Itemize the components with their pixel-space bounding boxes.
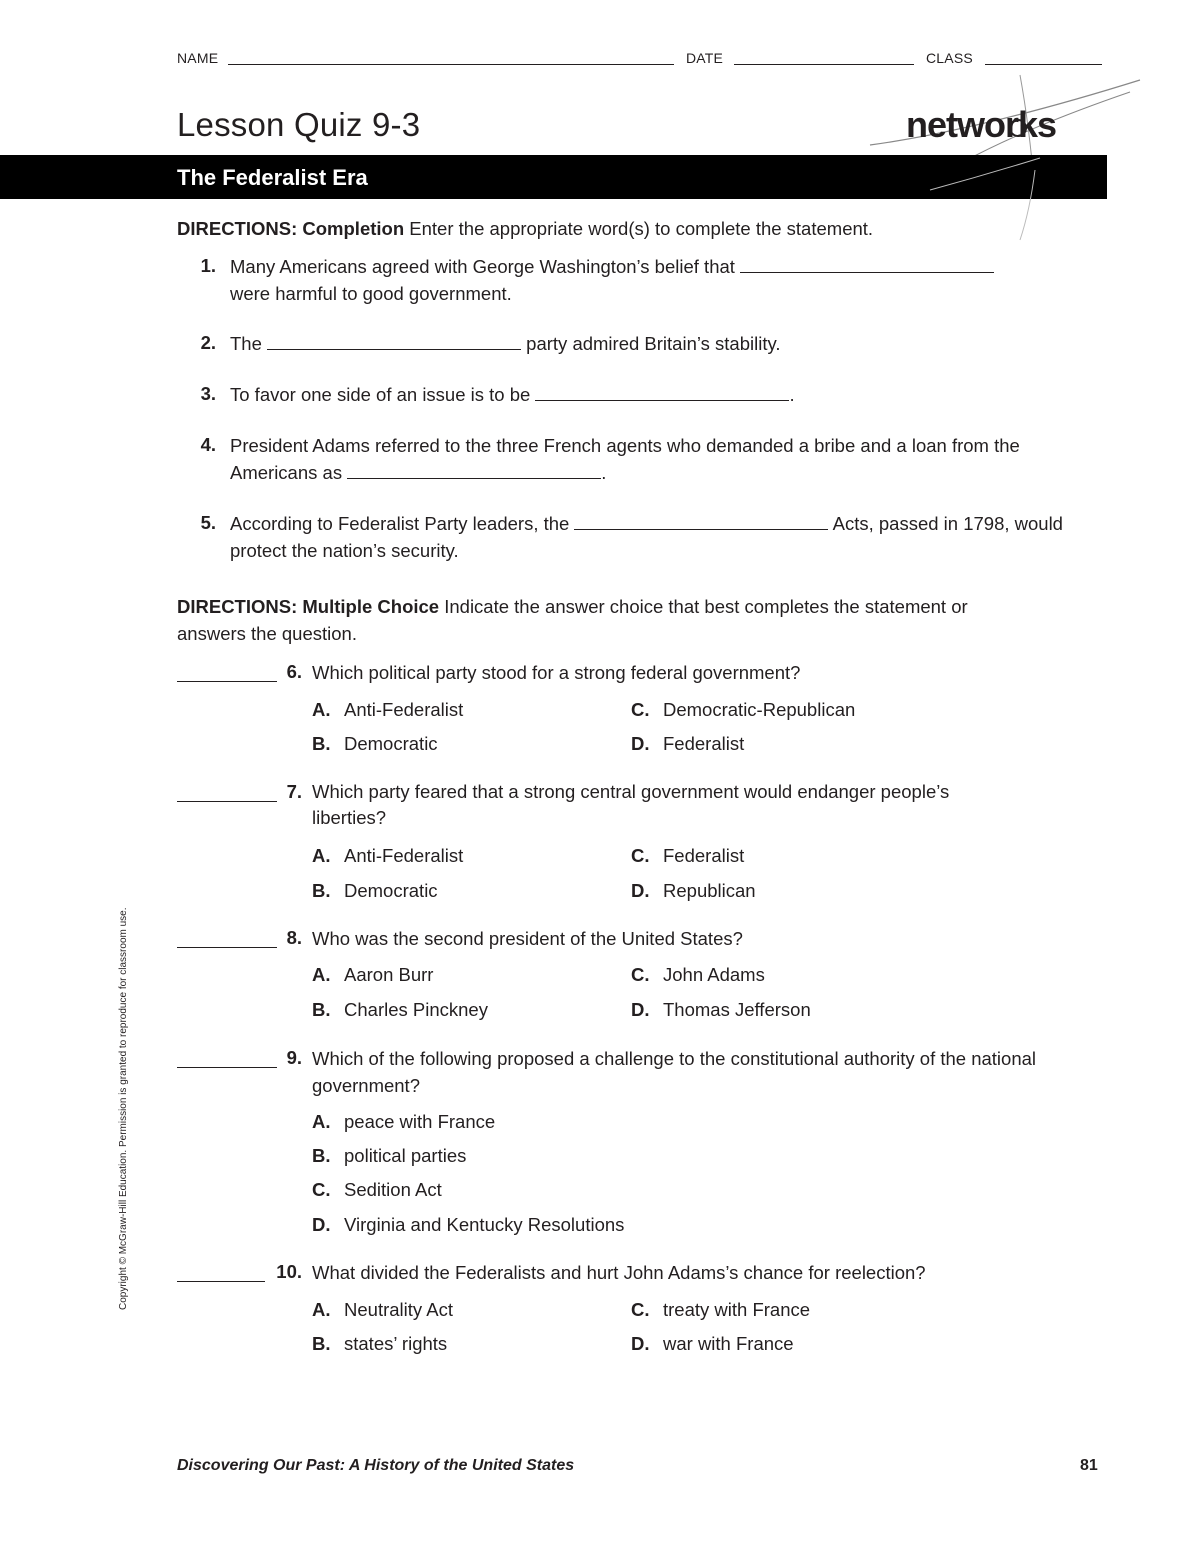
question-text: What divided the Federalists and hurt John Adams’s chance for reelection? [312,1262,926,1283]
option-letter: B. [312,880,331,901]
option-letter: C. [631,964,650,985]
item-text: . [789,384,795,405]
option-text: Republican [663,880,756,901]
completion-item-4 [230,432,1110,486]
option-text: Anti-Federalist [344,845,464,866]
networks-logo [906,104,1056,146]
option-text: Democratic-Republican [663,699,856,720]
option-letter: D. [312,1214,331,1235]
option-letter: D. [631,999,650,1020]
option-text: treaty with France [663,1299,811,1320]
option-letter: B. [312,1145,331,1166]
item-text: Acts, passed in 1798, would protect the nation’s security. [230,513,1063,561]
answer-blank[interactable] [267,331,521,350]
option-c[interactable] [631,699,855,721]
question-number: 4. [200,434,216,455]
item-text: were harmful to good government. [230,283,512,304]
question-text: Who was the second president of the United States? [312,928,743,949]
option-text: John Adams [663,964,765,985]
option-text: Aaron Burr [344,964,434,985]
option-b[interactable] [312,999,488,1021]
option-c[interactable] [631,845,744,867]
option-d[interactable] [631,880,756,902]
item-text: Many Americans agreed with George Washington’s belief that [230,256,735,277]
option-b[interactable] [312,733,438,755]
item-text: To favor one side of an issue is to be [230,384,531,405]
copyright-notice: Copyright © McGraw-Hill Education. Permission is granted to reproduce for classroom use. [118,907,129,1310]
option-text: war with France [663,1333,794,1354]
option-text: Democratic [344,880,438,901]
logo-text: networks [906,104,1057,145]
option-b[interactable] [312,1333,447,1355]
option-text: Federalist [663,733,745,754]
question-number: 3. [200,383,216,404]
item-text: According to Federalist Party leaders, the [230,513,570,534]
banner-title: The Federalist Era [177,165,368,190]
option-c[interactable] [631,1299,810,1321]
directions-text: Indicate the answer choice that best completes the statement or answers the question. [177,596,968,644]
option-letter: D. [631,733,650,754]
option-text: Anti-Federalist [344,699,464,720]
answer-blank[interactable] [574,511,828,530]
option-letter: D. [631,880,650,901]
option-c[interactable] [312,1179,442,1201]
completion-item-1 [230,253,1110,307]
option-text: Federalist [663,845,745,866]
answer-line[interactable] [177,1280,265,1282]
option-letter: A. [312,845,331,866]
option-letter: C. [631,1299,650,1320]
option-a[interactable] [312,845,463,867]
option-letter: C. [631,845,650,866]
option-c[interactable] [631,964,765,986]
option-text: states’ rights [344,1333,448,1354]
directions-label: DIRECTIONS: [177,218,298,239]
option-a[interactable] [312,964,433,986]
page-number: 81 [1080,1457,1098,1474]
option-d[interactable] [631,733,744,755]
option-text: Thomas Jefferson [663,999,811,1020]
date-field[interactable] [734,50,914,65]
question-number: 9. [286,1047,302,1068]
option-text: political parties [344,1145,467,1166]
option-text: Democratic [344,733,438,754]
question-text: Which political party stood for a strong federal government? [312,662,801,683]
option-d[interactable] [631,999,811,1021]
completion-directions [177,215,1077,242]
option-text: Charles Pinckney [344,999,488,1020]
item-text: The [230,333,262,354]
option-letter: A. [312,964,331,985]
option-letter: B. [312,733,331,754]
option-letter: C. [631,699,650,720]
option-d[interactable] [312,1214,624,1236]
option-letter: A. [312,1111,331,1132]
page-title: Lesson Quiz 9-3 [177,106,421,143]
option-text: peace with France [344,1111,496,1132]
question-number: 6. [286,661,302,682]
option-text: Sedition Act [344,1179,442,1200]
answer-blank[interactable] [535,382,789,401]
option-a[interactable] [312,699,463,721]
name-field[interactable] [228,50,674,65]
name-label: NAME [177,50,219,66]
completion-item-5 [230,510,1090,564]
multiple-choice-directions [177,593,1037,647]
directions-label: DIRECTIONS: [177,596,298,617]
directions-text: Enter the appropriate word(s) to complete the statement. [409,218,874,239]
question-number: 10. [276,1261,302,1282]
directions-type: Completion [302,218,405,239]
option-letter: B. [312,999,331,1020]
question-text: Which party feared that a strong central government would endanger people’s liberties? [312,781,950,828]
option-d[interactable] [631,1333,794,1355]
item-text: . [601,462,607,483]
option-letter: B. [312,1333,331,1354]
option-b[interactable] [312,880,438,902]
class-field[interactable] [985,50,1102,65]
date-label: DATE [686,50,724,66]
answer-blank[interactable] [740,254,994,273]
question-number: 2. [200,332,216,353]
option-letter: A. [312,699,331,720]
question-number: 7. [286,781,302,802]
option-letter: A. [312,1299,331,1320]
option-letter: C. [312,1179,331,1200]
question-number: 5. [200,512,216,533]
option-text: Virginia and Kentucky Resolutions [344,1214,625,1235]
option-text: Neutrality Act [344,1299,453,1320]
option-b[interactable] [312,1145,466,1167]
question-number: 1. [200,255,216,276]
book-title: Discovering Our Past: A History of the United States [177,1457,575,1474]
option-a[interactable] [312,1299,453,1321]
item-text: party admired Britain’s stability. [526,333,781,354]
option-letter: D. [631,1333,650,1354]
item-text: President Adams referred to the three French agents who demanded a bribe and a loan from the Americans as [230,435,1020,483]
answer-blank[interactable] [347,460,601,479]
question-number: 8. [286,927,302,948]
question-text: Which of the following proposed a challenge to the constitutional authority of the national government? [312,1048,1037,1096]
class-label: CLASS [926,50,973,66]
directions-type: Multiple Choice [302,596,440,617]
option-a[interactable] [312,1111,495,1133]
completion-item-2 [230,330,1110,357]
completion-item-3 [230,381,1110,408]
